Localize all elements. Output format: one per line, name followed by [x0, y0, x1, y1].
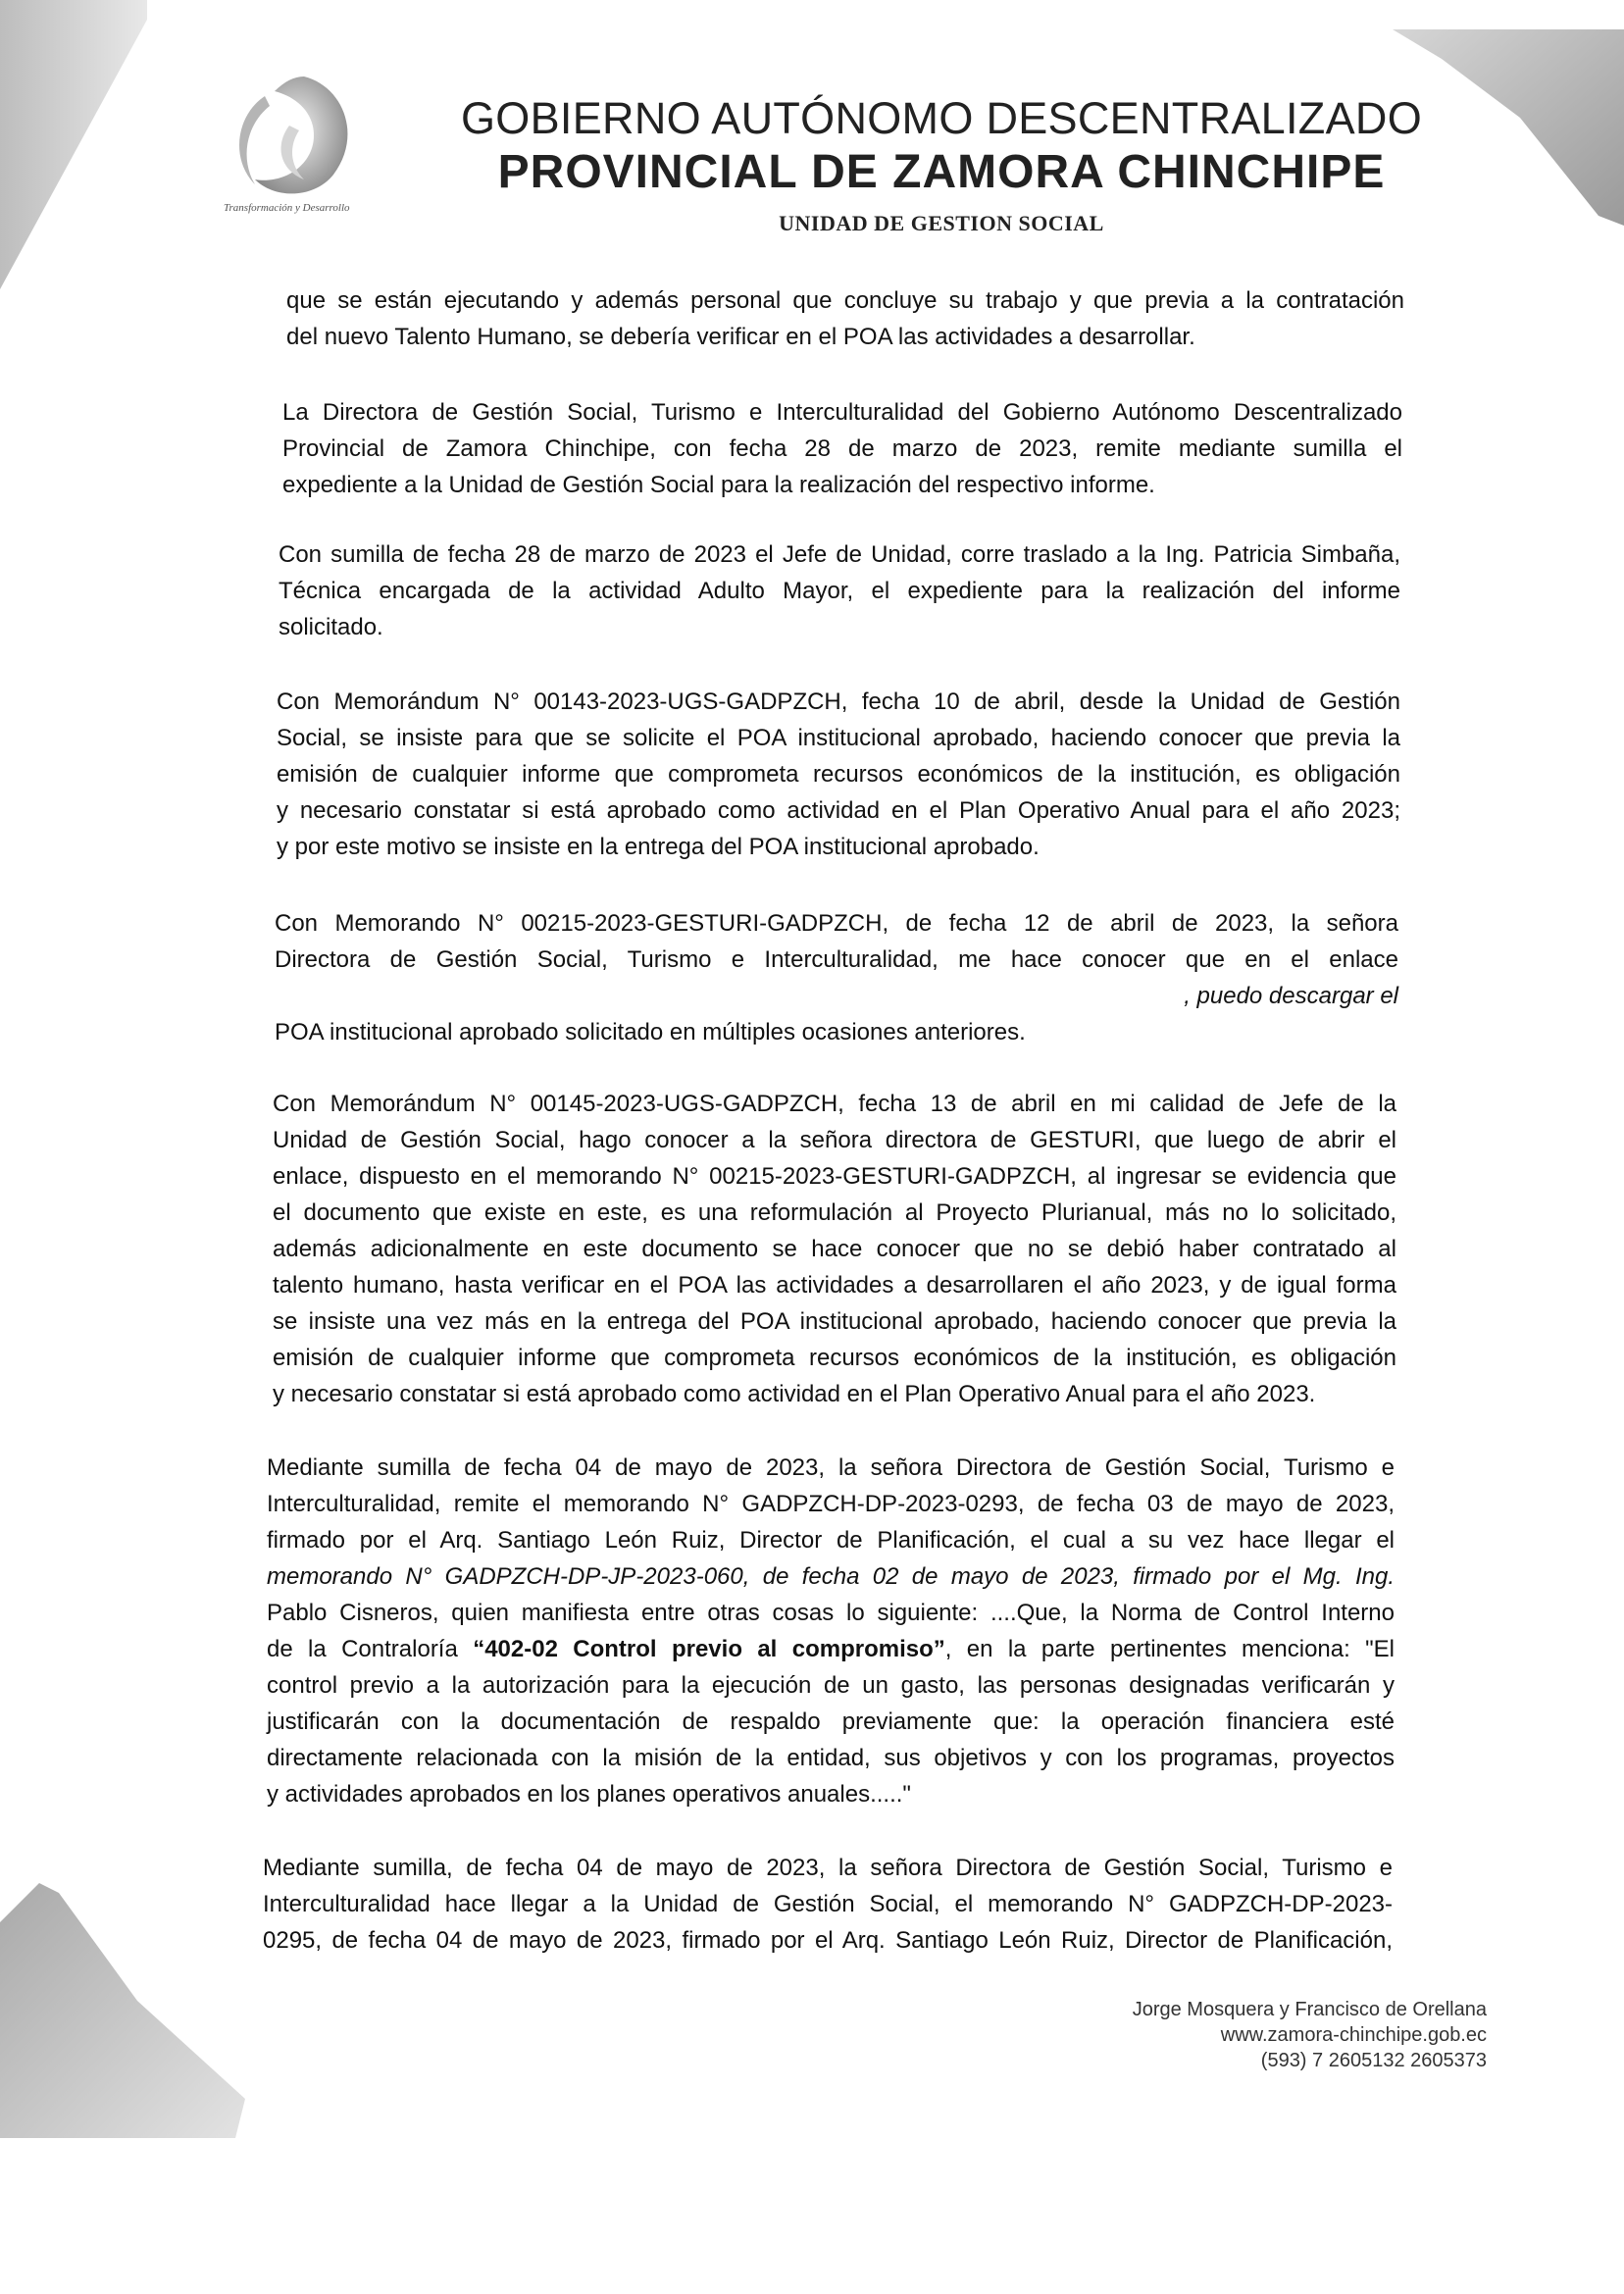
link-tail-text: , puedo descargar el [1184, 983, 1398, 1009]
paragraph-line: Con Memorándum N° 00143-2023-UGS-GADPZCH, fecha 10 de abril, desde la Unidad de Gestión [277, 688, 1400, 715]
paragraph-line: y actividades aprobados en los planes operativos anuales....." [267, 1781, 911, 1808]
paragraph-line: Interculturalidad hace llegar a la Unidad de Gestión Social, el memorando N° GADPZCH-DP-2023- [263, 1891, 1393, 1917]
paragraph-3 [279, 536, 1400, 645]
paragraph-7 [267, 1450, 1395, 1812]
paragraph-line: justificarán con la documentación de respaldo previamente que: la operación financiera esté [267, 1708, 1395, 1735]
paragraph-line: Con sumilla de fecha 28 de marzo de 2023 el Jefe de Unidad, corre traslado a la Ing. Patricia Simbaña, [279, 541, 1400, 568]
paragraph-line: expediente a la Unidad de Gestión Social para la realización del respectivo informe. [282, 472, 1155, 498]
control-norm-title: “402-02 Control previo al compromiso” [473, 1636, 945, 1662]
header-title-line2: PROVINCIAL DE ZAMORA CHINCHIPE [497, 146, 1386, 198]
paragraph-line: enlace, dispuesto en el memorando N° 00215-2023-GESTURI-GADPZCH, al ingresar se evidencia que [273, 1163, 1396, 1190]
paragraph-line: talento humano, hasta verificar en el POA las actividades a desarrollaren el año 2023, y de igual forma [273, 1272, 1396, 1299]
paragraph-line: del nuevo Talento Humano, se debería verificar en el POA las actividades a desarrollar. [286, 324, 1195, 350]
paragraph-line: y por este motivo se insiste en la entrega del POA institucional aprobado. [277, 834, 1040, 860]
header-title-line1: GOBIERNO AUTÓNOMO DESCENTRALIZADO [461, 93, 1423, 143]
paragraph-line: Unidad de Gestión Social, hago conocer a la señora directora de GESTURI, que luego de abrir el [273, 1127, 1396, 1153]
paragraph-line [267, 1631, 1395, 1667]
footer-address: Jorge Mosquera y Francisco de Orellana [1132, 1999, 1487, 2020]
paragraph-2 [282, 394, 1402, 503]
paragraph-line: firmado por el Arq. Santiago León Ruiz, Director de Planificación, el cual a su vez hace llegar el [267, 1527, 1395, 1554]
paragraph-line: se insiste una vez más en la entrega del POA institucional aprobado, haciendo conocer que previa la [273, 1308, 1396, 1335]
footer-phones: (593) 7 2605132 2605373 [1260, 2050, 1487, 2071]
paragraph-1 [286, 282, 1404, 355]
paragraph-line: Directora de Gestión Social, Turismo e Interculturalidad, me hace conocer que en el enlace [275, 946, 1398, 973]
paragraph-8 [263, 1850, 1393, 1959]
top-left-corner-decoration [0, 0, 177, 294]
paragraph-line: Técnica encargada de la actividad Adulto Mayor, el expediente para la realización del informe [279, 578, 1400, 604]
line-part: de la Contraloría [267, 1636, 474, 1662]
paragraph-line: solicitado. [279, 614, 383, 640]
paragraph-line: memorando N° GADPZCH-DP-JP-2023-060, de fecha 02 de mayo de 2023, firmado por el Mg. Ing. [267, 1563, 1395, 1590]
bottom-left-corner-decoration [0, 1883, 275, 2138]
paragraph-line: y necesario constatar si está aprobado como actividad en el Plan Operativo Anual para el año 2023; [277, 797, 1400, 824]
paragraph-line: Mediante sumilla, de fecha 04 de mayo de 2023, la señora Directora de Gestión Social, Turismo e [263, 1855, 1393, 1881]
logo-caption: Transformación y Desarrollo [224, 202, 350, 214]
header-unit-name: UNIDAD DE GESTION SOCIAL [779, 211, 1104, 235]
paragraph-line: Provincial de Zamora Chinchipe, con fecha 28 de marzo de 2023, remite mediante sumilla el [282, 435, 1402, 462]
paragraph-line: Mediante sumilla de fecha 04 de mayo de 2023, la señora Directora de Gestión Social, Turismo e [267, 1454, 1395, 1481]
paragraph-line: Con Memorando N° 00215-2023-GESTURI-GADPZCH, de fecha 12 de abril de 2023, la señora [275, 910, 1398, 937]
paragraph-5 [275, 905, 1398, 1050]
paragraph-line: emisión de cualquier informe que comprometa recursos económicos de la institución, es obligación [277, 761, 1400, 788]
paragraph-line: además adicionalmente en este documento se hace conocer que no se debió haber contratado al [273, 1236, 1396, 1262]
paragraph-line: el documento que existe en este, es una reformulación al Proyecto Plurianual, más no lo solicitado, [273, 1199, 1396, 1226]
paragraph-line: que se están ejecutando y además personal que concluye su trabajo y que previa a la contratación [286, 287, 1404, 314]
paragraph-6 [273, 1086, 1396, 1412]
paragraph-line: Pablo Cisneros, quien manifiesta entre otras cosas lo siguiente: ....Que, la Norma de Control Interno [267, 1600, 1395, 1626]
footer-website: www.zamora-chinchipe.gob.ec [1220, 2024, 1487, 2046]
paragraph-line: 0295, de fecha 04 de mayo de 2023, firmado por el Arq. Santiago León Ruiz, Director de Planificación, [263, 1927, 1393, 1954]
paragraph-line: y necesario constatar si está aprobado como actividad en el Plan Operativo Anual para el año 2023. [273, 1381, 1316, 1407]
paragraph-line: Social, se insiste para que se solicite el POA institucional aprobado, haciendo conocer que previa la [277, 725, 1400, 751]
paragraph-line: Interculturalidad, remite el memorando N° GADPZCH-DP-2023-0293, de fecha 03 de mayo de 2023, [267, 1491, 1395, 1517]
paragraph-line: La Directora de Gestión Social, Turismo e Interculturalidad del Gobierno Autónomo Descentralizado [282, 399, 1402, 426]
paragraph-line: POA institucional aprobado solicitado en múltiples ocasiones anteriores. [275, 1019, 1026, 1045]
paragraph-line: Con Memorándum N° 00145-2023-UGS-GADPZCH, fecha 13 de abril en mi calidad de Jefe de la [273, 1091, 1396, 1117]
paragraph-line: control previo a la autorización para la ejecución de un gasto, las personas designadas verificarán y [267, 1672, 1395, 1699]
paragraph-line: emisión de cualquier informe que comprometa recursos económicos de la institución, es obligación [273, 1345, 1396, 1371]
line-part: , en la parte pertinentes menciona: "El [944, 1636, 1396, 1662]
paragraph-line-with-redaction [275, 978, 1398, 1014]
paragraph-4 [277, 684, 1400, 865]
paragraph-line: directamente relacionada con la misión de la entidad, sus objetivos y con los programas, proyectos [267, 1745, 1395, 1771]
